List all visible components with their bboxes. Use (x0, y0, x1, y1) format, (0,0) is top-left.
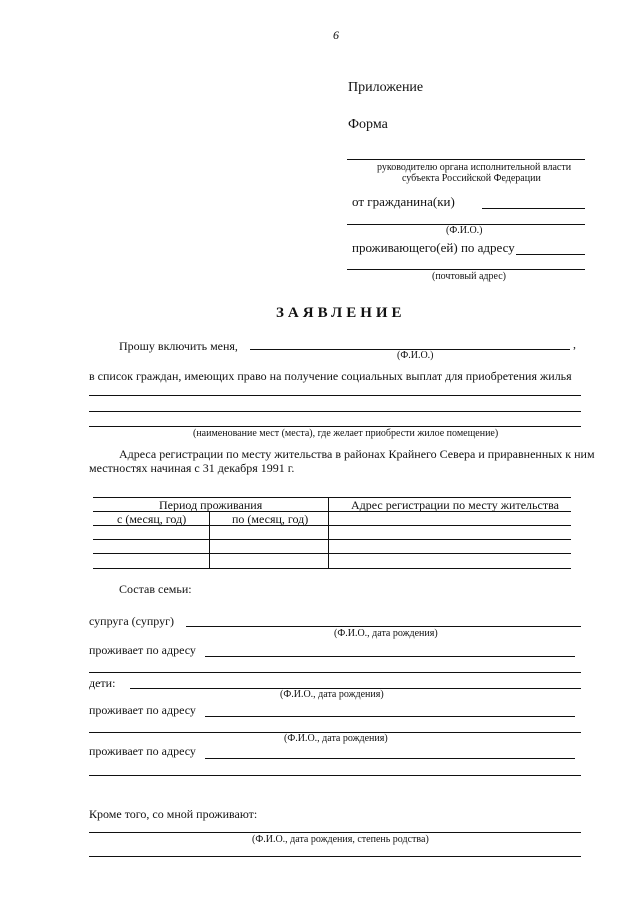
address-header: Адрес регистрации по месту жительства (351, 498, 559, 512)
spouse-address-field[interactable] (205, 656, 575, 657)
from-citizen-label: от гражданина(ки) (352, 194, 455, 209)
page-number: 6 (333, 28, 339, 42)
also-living-field-2[interactable] (89, 856, 581, 857)
request-fio-caption: (Ф.И.О.) (397, 350, 434, 361)
period-header: Период проживания (159, 498, 263, 512)
also-living-caption: (Ф.И.О., дата рождения, степень родства) (252, 834, 429, 845)
table-row[interactable] (93, 539, 571, 540)
table-row[interactable] (93, 568, 571, 569)
child-resides-label: проживает по адресу (89, 703, 196, 717)
from-citizen-field[interactable] (482, 208, 585, 209)
addressee-line[interactable] (347, 159, 585, 160)
table-rule (328, 511, 571, 512)
request-label: Прошу включить меня, (119, 339, 238, 353)
table-rule (93, 525, 571, 526)
table-divider (209, 511, 210, 568)
place-field-2[interactable] (89, 411, 581, 412)
table-divider (328, 497, 329, 568)
document-title: ЗАЯВЛЕНИЕ (276, 305, 406, 321)
place-field-3[interactable] (89, 426, 581, 427)
header-fio-caption: (Ф.И.О.) (446, 225, 483, 236)
residing-field[interactable] (516, 254, 585, 255)
also-living-label: Кроме того, со мной проживают: (89, 807, 258, 821)
to-header: по (месяц, год) (232, 512, 309, 526)
addressee-caption-2: субъекта Российской Федерации (402, 173, 541, 184)
request-comma: , (573, 337, 576, 351)
spouse-caption: (Ф.И.О., дата рождения) (334, 628, 438, 639)
spouse-address-field-2[interactable] (89, 672, 581, 673)
children-label: дети: (89, 676, 116, 690)
child2-caption: (Ф.И.О., дата рождения) (284, 733, 388, 744)
family-title: Состав семьи: (119, 582, 192, 596)
addressee-caption-1: руководителю органа исполнительной власти (377, 162, 572, 173)
postal-caption: (почтовый адрес) (432, 271, 506, 282)
also-living-field-1[interactable] (89, 832, 581, 833)
child2-address-field-2[interactable] (89, 775, 581, 776)
spouse-label: супруга (супруг) (89, 614, 175, 628)
place-field-1[interactable] (89, 395, 581, 396)
child-address-field[interactable] (205, 716, 575, 717)
form-label: Форма (348, 117, 388, 132)
from-header: с (месяц, год) (117, 512, 187, 526)
child2-resides-label: проживает по адресу (89, 744, 196, 758)
appendix-label: Приложение (348, 80, 424, 95)
child2-address-field[interactable] (205, 758, 575, 759)
place-caption: (наименование мест (места), где желает приобрести жилое помещение) (193, 428, 499, 439)
child-caption: (Ф.И.О., дата рождения) (280, 689, 384, 700)
residing-label: проживающего(ей) по адресу (352, 240, 515, 255)
addresses-paragraph-line1: Адреса регистрации по месту жительства в районах Крайнего Севера и приравненных к ним (119, 447, 595, 461)
table-row[interactable] (93, 553, 571, 554)
addresses-paragraph-line2: местностях начиная с 31 декабря 1991 г. (89, 461, 295, 475)
spouse-resides-label: проживает по адресу (89, 643, 196, 657)
residing-field-2[interactable] (347, 269, 585, 270)
spouse-field[interactable] (186, 626, 581, 627)
list-text: в список граждан, имеющих право на получение социальных выплат для приобретения жилья (89, 369, 572, 383)
